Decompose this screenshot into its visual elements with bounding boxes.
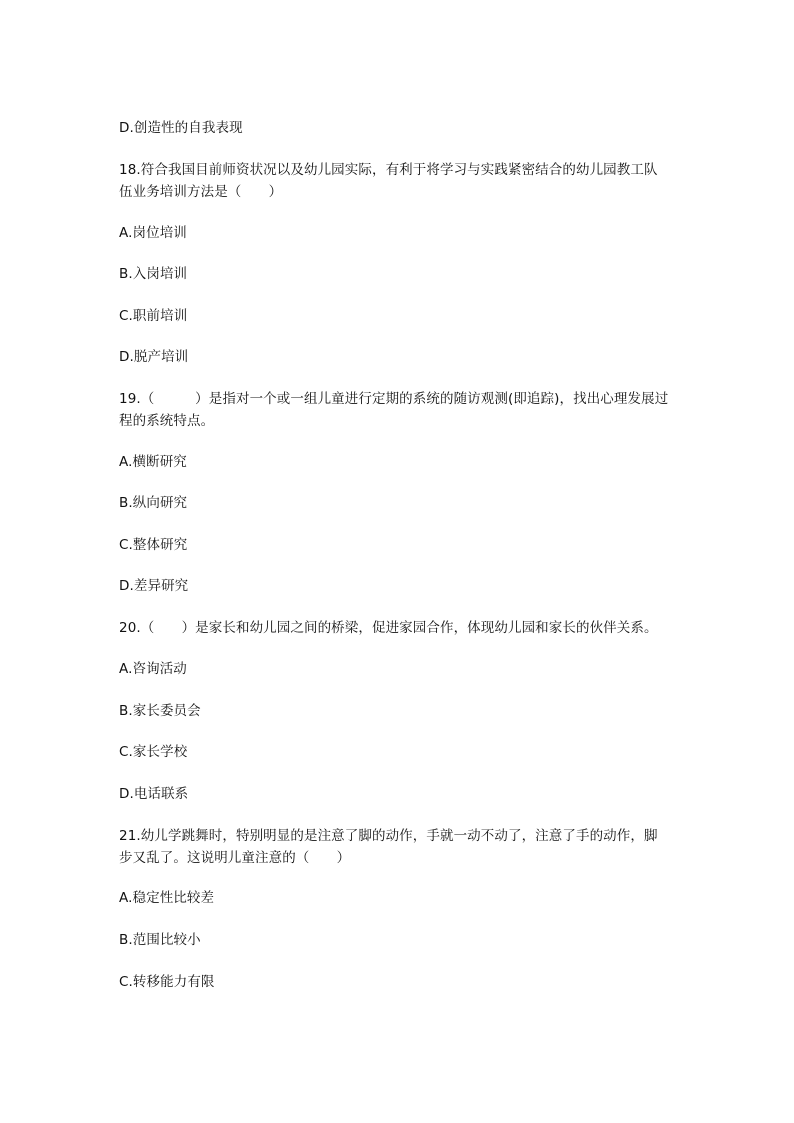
- option-20-a: A.咨询活动: [119, 661, 187, 677]
- question-18-stem-line2: 伍业务培训方法是（ ）: [119, 184, 283, 200]
- question-19-stem-line2: 程的系统特点。: [119, 413, 215, 429]
- question-18-stem-line1: 18.符合我国目前师资状况以及幼儿园实际，有利于将学习与实践紧密结合的幼儿园教工队: [119, 162, 658, 178]
- option-21-c: C.转移能力有限: [119, 974, 215, 990]
- option-20-d: D.电话联系: [119, 786, 189, 802]
- question-20-stem-line1: 20.（ ）是家长和幼儿园之间的桥梁，促进家园合作，体现幼儿园和家长的伙伴关系。: [119, 620, 658, 636]
- question-21-stem-line1: 21.幼儿学跳舞时，特别明显的是注意了脚的动作，手就一动不动了，注意了手的动作，脚: [119, 828, 658, 844]
- option-20-b: B.家长委员会: [119, 703, 201, 719]
- option-18-c: C.职前培训: [119, 308, 188, 324]
- option-18-d: D.脱产培训: [119, 349, 189, 365]
- option-18-a: A.岗位培训: [119, 225, 187, 241]
- option-17-d: D.创造性的自我表现: [119, 120, 243, 136]
- question-21-stem-line2: 步又乱了。这说明儿童注意的（ ）: [119, 850, 351, 866]
- option-19-c: C.整体研究: [119, 537, 188, 553]
- question-19-stem-line1: 19.（ ）是指对一个或一组儿童进行定期的系统的随访观测(即追踪)，找出心理发展过: [119, 391, 669, 407]
- option-18-b: B.入岗培训: [119, 266, 188, 282]
- option-20-c: C.家长学校: [119, 744, 188, 760]
- option-19-b: B.纵向研究: [119, 495, 188, 511]
- option-21-a: A.稳定性比较差: [119, 890, 215, 906]
- option-19-a: A.横断研究: [119, 454, 187, 470]
- option-19-d: D.差异研究: [119, 578, 189, 594]
- option-21-b: B.范围比较小: [119, 932, 201, 948]
